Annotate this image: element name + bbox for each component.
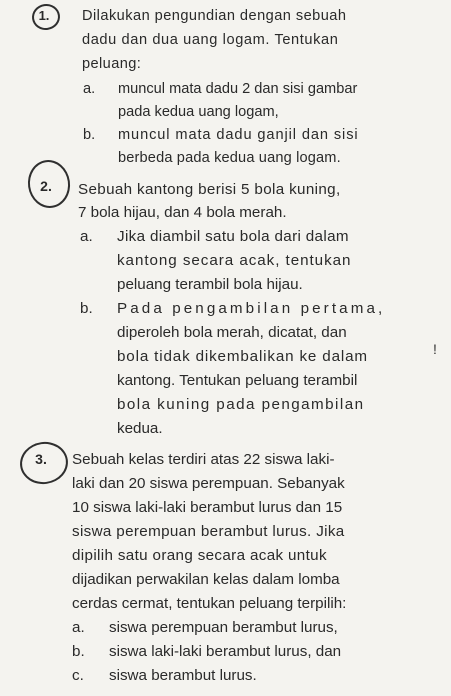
- item-line: siswa perempuan berambut lurus,: [109, 619, 338, 636]
- question-stem-line: dadu dan dua uang logam. Tentukan: [82, 32, 339, 48]
- item-letter: c.: [72, 667, 84, 684]
- item-line: Jika diambil satu bola dari dalam: [117, 228, 349, 245]
- question-stem-line: laki dan 20 siswa perempuan. Sebanyak: [72, 475, 345, 492]
- item-letter: b.: [72, 643, 85, 660]
- item-line: diperoleh bola merah, dicatat, dan: [117, 324, 347, 341]
- item-line: siswa berambut lurus.: [109, 667, 257, 684]
- item-letter: b.: [80, 300, 93, 317]
- item-line: pada kedua uang logam,: [118, 104, 279, 120]
- question-stem-line: Dilakukan pengundian dengan sebuah: [82, 8, 347, 24]
- question-number: 3.: [35, 451, 47, 467]
- item-line: peluang terambil bola hijau.: [117, 276, 303, 293]
- item-line: siswa laki-laki berambut lurus, dan: [109, 643, 342, 660]
- item-line: kantong. Tentukan peluang terambil: [117, 372, 358, 389]
- item-line: Pada pengambilan pertama,: [117, 300, 386, 317]
- question-number: 1.: [38, 7, 50, 23]
- margin-mark: !: [433, 341, 437, 357]
- question-stem-line: 10 siswa laki-laki berambut lurus dan 15: [72, 499, 343, 516]
- question-stem-line: Sebuah kantong berisi 5 bola kuning,: [78, 181, 341, 198]
- question-stem-line: peluang:: [82, 56, 142, 72]
- item-line: muncul mata dadu 2 dan sisi gambar: [118, 81, 358, 97]
- question-stem-line: siswa perempuan berambut lurus. Jika: [72, 523, 345, 540]
- question-stem-line: Sebuah kelas terdiri atas 22 siswa laki-: [72, 451, 335, 468]
- question-stem-line: dipilih satu orang secara acak untuk: [72, 547, 327, 564]
- item-line: kedua.: [117, 420, 163, 437]
- question-stem-line: cerdas cermat, tentukan peluang terpilih:: [72, 595, 347, 612]
- item-letter: a.: [72, 619, 85, 636]
- item-line: kantong secara acak, tentukan: [117, 252, 352, 269]
- question-stem-line: dijadikan perwakilan kelas dalam lomba: [72, 571, 340, 588]
- question-number: 2.: [40, 178, 52, 194]
- question-stem-line: 7 bola hijau, dan 4 bola merah.: [78, 204, 287, 221]
- item-letter: a.: [83, 81, 96, 97]
- item-line: berbeda pada kedua uang logam.: [118, 150, 341, 166]
- item-letter: b.: [83, 127, 96, 143]
- item-line: bola tidak dikembalikan ke dalam: [117, 348, 368, 365]
- item-letter: a.: [80, 228, 93, 245]
- item-line: bola kuning pada pengambilan: [117, 396, 365, 413]
- item-line: muncul mata dadu ganjil dan sisi: [118, 127, 359, 143]
